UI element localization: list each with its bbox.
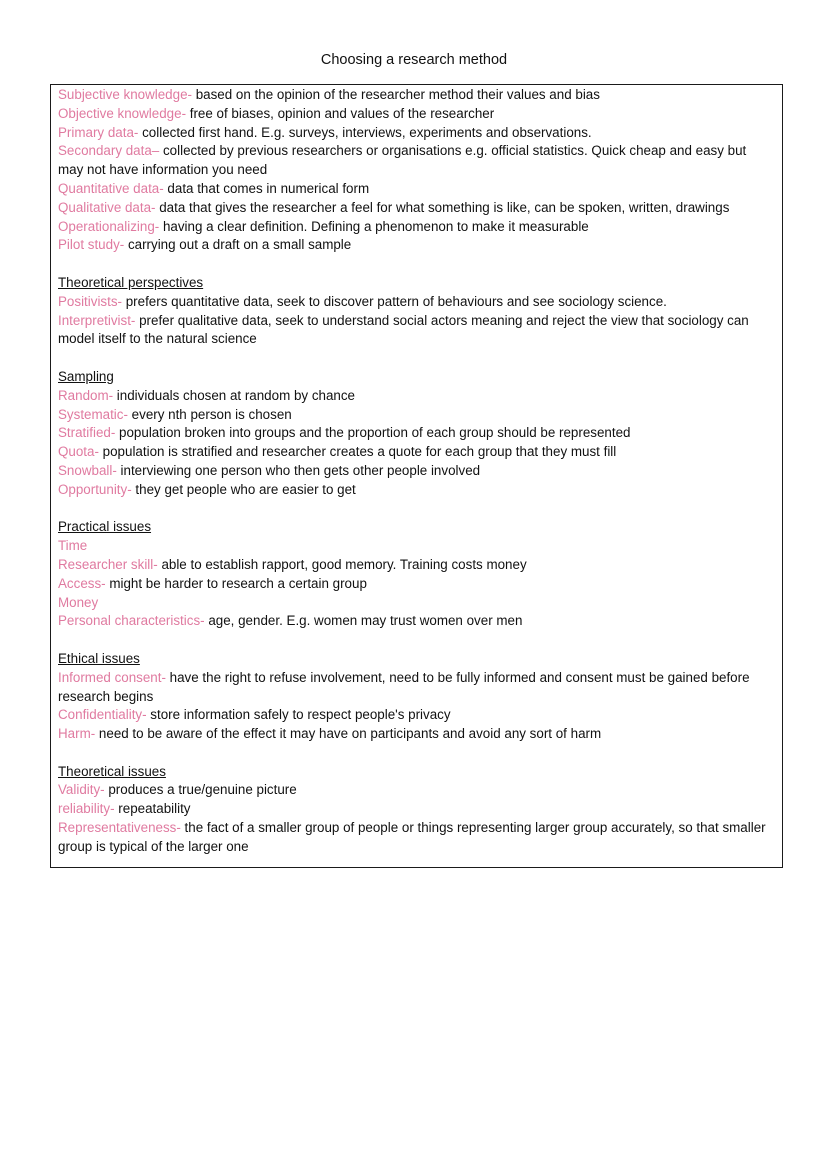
section-heading: Ethical issues [58,650,140,666]
definition-entry [58,725,775,744]
definition-text: based on the opinion of the researcher method their values and bias [192,87,600,102]
section-spacer [58,255,775,274]
definition-entry [58,537,775,556]
definition-text: data that gives the researcher a feel for what something is like, can be spoken, written, drawings [155,199,730,215]
section-spacer [58,349,775,368]
definition-entry [58,199,775,218]
section-spacer [58,744,775,763]
page-title: Choosing a research method [320,52,508,68]
term: Primary data- [58,124,139,140]
term: Pilot study- [58,237,125,253]
definition-entry [58,312,775,350]
definition-text: need to be aware of the effect it may have on participants and avoid any sort of harm [95,726,602,742]
term: Money [58,594,99,610]
definition-entry [58,706,775,725]
definition-text: produces a true/genuine picture [104,782,297,798]
term: Quantitative data- [58,180,164,196]
section-heading: Theoretical issues [58,763,166,779]
definition-text: collected by previous researchers or organisations e.g. official statistics. Quick cheap and easy but may not have information you need [58,143,747,178]
section [58,274,775,349]
definition-entry [58,387,775,406]
definition-entry [58,819,775,857]
definition-text: interviewing one person who then gets other people involved [116,462,481,478]
definition-entry [58,424,775,443]
definition-text: able to establish rapport, good memory. Training costs money [157,556,527,572]
definition-entry [58,669,775,707]
definition-text: store information safely to respect people's privacy [146,707,451,723]
term: Systematic- [58,406,128,422]
section-heading: Practical issues [58,519,152,535]
definition-text: carrying out a draft on a small sample [124,237,352,253]
term: Secondary data– [58,143,160,159]
section [58,650,775,744]
definition-text: population is stratified and researcher creates a quote for each group that they must fill [98,444,617,460]
term: Harm- [58,726,96,742]
definition-entry [58,180,775,199]
term: Random- [58,387,114,403]
definition-text: individuals chosen at random by chance [113,387,355,403]
term: Stratified- [58,425,116,441]
term: Qualitative data- [58,199,156,215]
definition-entry [58,443,775,462]
section [58,86,775,255]
term: Representativeness- [58,820,181,836]
section [58,368,775,500]
term: Confidentiality- [58,707,147,723]
definition-entry [58,575,775,594]
definition-text: repeatability [114,801,191,817]
definition-text: have the right to refuse involvement, need to be fully informed and consent must be gained before research begins [58,669,750,704]
definition-text: having a clear definition. Defining a phenomenon to make it measurable [159,218,589,234]
term: Subjective knowledge- [58,87,192,102]
definition-entry [58,481,775,500]
definition-text: data that comes in numerical form [163,180,370,196]
definition-entry [58,781,775,800]
definition-text: prefer qualitative data, seek to understand social actors meaning and reject the view that sociology can model itself to the natural science [58,312,749,347]
definition-text: prefers quantitative data, seek to discover pattern of behaviours and see sociology science. [122,293,667,309]
definition-text: population broken into groups and the proportion of each group should be represented [115,425,631,441]
term: Objective knowledge- [58,105,187,121]
term: reliability- [58,801,115,817]
term: Access- [58,575,106,591]
definition-text: they get people who are easier to get [131,481,356,497]
term: Operationalizing- [58,218,160,234]
term: Snowball- [58,462,117,478]
definition-entry [58,293,775,312]
term: Positivists- [58,293,122,309]
notes-box [50,84,783,868]
definition-entry [58,800,775,819]
section-heading: Sampling [58,368,114,384]
definition-entry [58,406,775,425]
term: Opportunity- [58,481,132,497]
definition-entry [58,218,775,237]
definition-entry [58,594,775,613]
section [58,518,775,631]
section-spacer [58,500,775,519]
definition-text: collected first hand. E.g. surveys, interviews, experiments and observations. [138,124,592,140]
definition-entry [58,462,775,481]
term: Time [58,538,88,554]
definition-entry [58,142,775,180]
definition-text: every nth person is chosen [127,406,292,422]
term: Informed consent- [58,669,166,685]
definition-text: might be harder to research a certain group [105,575,367,591]
term: Interpretivist- [58,312,136,328]
definition-entry [58,124,775,143]
section-spacer [58,631,775,650]
section-heading: Theoretical perspectives [58,274,204,290]
term: Validity- [58,782,105,798]
definition-text: age, gender. E.g. women may trust women over men [204,613,523,629]
definition-entry [58,86,775,105]
term: Researcher skill- [58,556,158,572]
definition-text: free of biases, opinion and values of the researcher [186,105,495,121]
term: Quota- [58,444,99,460]
section [58,763,775,857]
definition-entry [58,236,775,255]
term: Personal characteristics- [58,613,205,629]
definition-entry [58,105,775,124]
definition-text: the fact of a smaller group of people or things representing larger group accurately, so that smaller group is typical of the larger one [58,820,766,854]
definition-entry [58,612,775,631]
definition-entry [58,556,775,575]
